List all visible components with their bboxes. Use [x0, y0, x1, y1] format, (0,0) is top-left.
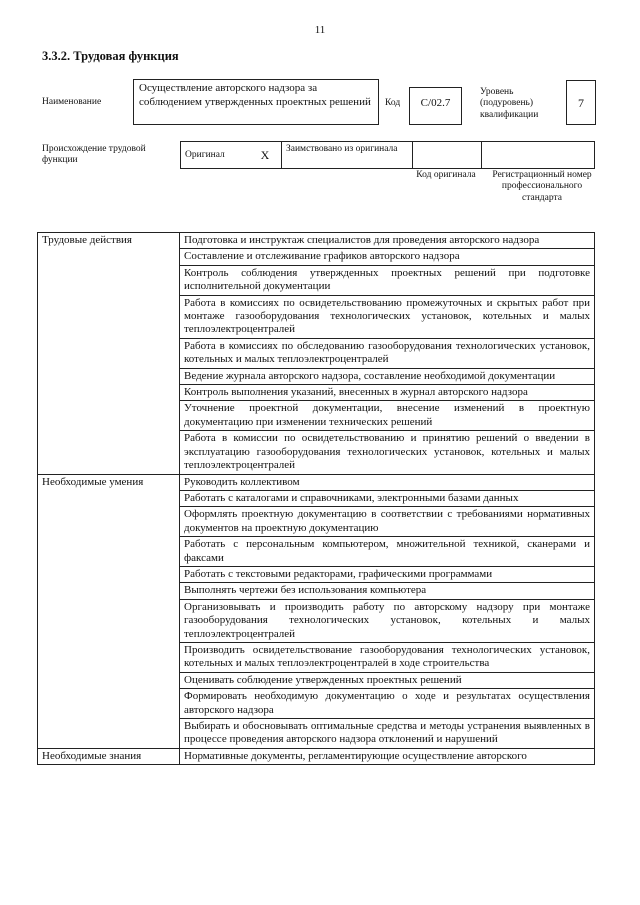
section-item: Ведение журнала авторского надзора, составление необходимой документации [180, 368, 595, 384]
section-item: Подготовка и инструктаж специалистов для проведения авторского надзора [180, 233, 595, 249]
function-name-box: Осуществление авторского надзора за соблюдением утвержденных проектных решений [133, 79, 379, 125]
function-code-box: С/02.7 [409, 87, 462, 125]
section-item: Организовывать и производить работу по авторскому надзору при монтаже газооборудования технологических установок, котельных и малых теплоэлектроцентралей [180, 599, 595, 642]
function-details-table [37, 232, 595, 765]
page-number: 11 [314, 24, 326, 36]
section-item: Работать с текстовыми редакторами, графическими программами [180, 566, 595, 582]
registration-number-cell [482, 142, 595, 169]
section-item: Нормативные документы, регламентирующие осуществление авторского [180, 748, 595, 764]
section-item: Выбирать и обосновывать оптимальные средства и методы устранения выявленных в процессе проведения авторского надзора отклонений и нарушений [180, 719, 595, 749]
section-item: Оформлять проектную документацию в соответствии с требованиями нормативных документов на проектную документацию [180, 507, 595, 537]
section-item: Формировать необходимую документацию о ходе и результатах осуществления авторского надзора [180, 689, 595, 719]
table-row [38, 748, 595, 764]
section-item: Работать с каталогами и справочниками, электронными базами данных [180, 490, 595, 506]
section-item: Работа в комиссии по освидетельствованию и принятию решений о введении в эксплуатацию газооборудования технологических установок, котельных и малых теплоэлектроцентралей [180, 431, 595, 474]
original-label: Оригинал [181, 142, 250, 169]
section-title: 3.3.2. Трудовая функция [42, 49, 179, 63]
qualification-level-box: 7 [566, 80, 596, 125]
section-item: Работа в комиссиях по обследованию газооборудования технологических установок, котельных и малых теплоэлектроцентралей [180, 338, 595, 368]
original-code-cell [413, 142, 482, 169]
section-item: Руководить коллективом [180, 474, 595, 490]
section-item: Производить освидетельствование газооборудования технологических установок, котельных и малых теплоэлектроцентралей в ходе строительства [180, 642, 595, 672]
section-category: Трудовые действия [38, 233, 180, 475]
borrowed-label: Заимствовано из оригинала [282, 142, 413, 169]
origin-table [180, 141, 595, 169]
table-row [38, 233, 595, 249]
section-category: Необходимые знания [38, 748, 180, 764]
original-mark: X [249, 142, 282, 169]
table-row [38, 474, 595, 490]
section-item: Контроль выполнения указаний, внесенных в журнал авторского надзора [180, 385, 595, 401]
name-label: Наименование [42, 97, 102, 107]
registration-number-caption: Регистрационный номер профессионального стандарта [492, 170, 592, 203]
qualification-level-label: Уровень (подуровень) квалификации [480, 87, 539, 120]
origin-label: Происхождение трудовой функции [42, 144, 146, 166]
section-item: Выполнять чертежи без использования компьютера [180, 583, 595, 599]
section-item: Работа в комиссиях по освидетельствованию промежуточных и скрытых работ при монтаже газооборудования технологических установок, котельных и малых теплоэлектроцентралей [180, 295, 595, 338]
section-category: Необходимые умения [38, 474, 180, 748]
section-item: Составление и отслеживание графиков авторского надзора [180, 249, 595, 265]
section-item: Оценивать соблюдение утвержденных проектных решений [180, 672, 595, 688]
original-code-caption: Код оригинала [416, 170, 476, 180]
code-label: Код [385, 98, 401, 108]
section-item: Контроль соблюдения утвержденных проектных решений при подготовке исполнительной документации [180, 265, 595, 295]
section-item: Работать с персональным компьютером, множительной техникой, сканерами и факсами [180, 537, 595, 567]
section-item: Уточнение проектной документации, внесение изменений в проектную документацию при изменении технических решений [180, 401, 595, 431]
